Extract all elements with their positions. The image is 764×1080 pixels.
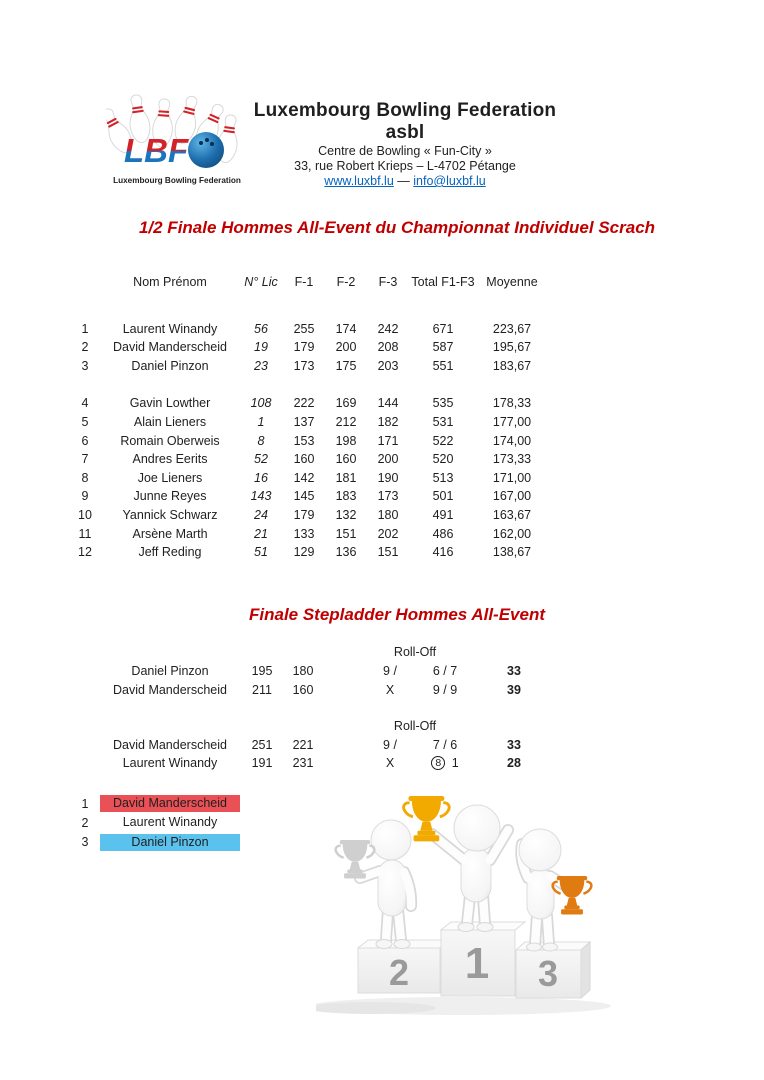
standing-rank: 3: [81, 835, 89, 850]
cell-lic: 8: [257, 433, 265, 448]
podium-number-2: 2: [388, 952, 410, 993]
cell-f1: 133: [293, 526, 315, 541]
header-name: Nom Prénom: [133, 275, 207, 289]
cell-total: 486: [432, 526, 454, 541]
cell-total: 33: [507, 737, 521, 752]
cell-rank: 7: [81, 452, 89, 467]
podium-illustration: [316, 784, 624, 1029]
cell-rank: 3: [81, 358, 89, 373]
second-place-figure: [336, 820, 411, 949]
cell-total: 491: [432, 507, 454, 522]
cell-f2: 169: [335, 396, 357, 411]
header-avg: Moyenne: [486, 275, 538, 289]
cell-name: Junne Reyes: [133, 489, 207, 504]
cell-name: Jeff Reding: [138, 545, 202, 560]
cell-rank: 10: [78, 507, 92, 522]
logo-initials: LBF: [124, 132, 189, 169]
table-row: [70, 450, 548, 469]
cell-rank: 6: [81, 433, 89, 448]
eliminated-rows: [70, 394, 548, 561]
cell-f2: 200: [335, 340, 357, 355]
stepladder-section: [70, 643, 548, 773]
stepladder-row: [70, 736, 548, 755]
cell-avg: 167,00: [492, 489, 532, 504]
cell-avg: 183,67: [492, 358, 532, 373]
link-separator: —: [397, 174, 410, 188]
cell-name: Arsène Marth: [132, 526, 208, 541]
cell-f3: 144: [377, 396, 399, 411]
cell-game1: 251: [251, 737, 273, 752]
rolloff-label: Roll-Off: [393, 645, 437, 659]
final-standing-row: [70, 833, 240, 852]
cell-rolloff-2: 6 / 7: [432, 664, 458, 678]
cell-total: 551: [432, 358, 454, 373]
standing-name: Daniel Pinzon: [100, 834, 240, 851]
cell-total: 513: [432, 470, 454, 485]
cell-f2: 151: [335, 526, 357, 541]
cell-total: 416: [432, 545, 454, 560]
cell-total: 535: [432, 396, 454, 411]
stepladder-title: Finale Stepladder Hommes All-Event: [249, 605, 545, 624]
cell-lic: 52: [254, 452, 268, 467]
cell-avg: 163,67: [492, 507, 532, 522]
cell-f3: 202: [377, 526, 399, 541]
cell-name: Daniel Pinzon: [131, 664, 209, 678]
stepladder-row: [70, 681, 548, 700]
third-place-figure: [519, 829, 591, 951]
cell-f2: 181: [335, 470, 357, 485]
cell-total: 671: [432, 321, 454, 336]
cell-lic: 24: [254, 507, 268, 522]
cell-f3: 203: [377, 358, 399, 373]
cell-lic: 21: [254, 526, 268, 541]
address-line: 33, rue Robert Krieps – L-4702 Pétange: [294, 159, 516, 173]
cell-f2: 198: [335, 433, 357, 448]
cell-lic: 51: [254, 545, 268, 560]
cell-name: David Manderscheid: [113, 737, 227, 752]
bowling-ball-icon: [188, 132, 224, 168]
cell-f1: 129: [293, 545, 315, 560]
cell-rank: 4: [81, 396, 89, 411]
semifinal-title: 1/2 Finale Hommes All-Event du Championnat Individuel Scrach: [138, 218, 656, 237]
final-standing-row: [70, 794, 240, 813]
cell-lic: 23: [254, 358, 268, 373]
cell-rolloff-1: 9 /: [383, 737, 397, 752]
table-row: [70, 357, 548, 376]
cell-game1: 191: [251, 756, 273, 771]
email-link[interactable]: info@luxbf.lu: [413, 174, 486, 188]
circled-score: 8: [431, 756, 445, 770]
cell-f3: 173: [377, 489, 399, 504]
cell-rank: 5: [81, 414, 89, 429]
cell-total: 520: [432, 452, 454, 467]
cell-name: Andres Eerits: [132, 452, 208, 467]
cell-rolloff-1: 9 /: [383, 664, 397, 678]
stepladder-row: [70, 754, 548, 773]
cell-total: 28: [507, 756, 521, 771]
qualifier-rows: [70, 320, 548, 376]
header-f2: F-2: [336, 275, 356, 289]
cell-f2: 132: [335, 507, 357, 522]
cell-total: 522: [432, 433, 454, 448]
cell-avg: 178,33: [492, 396, 532, 411]
cell-f1: 145: [293, 489, 315, 504]
header-rank: [70, 273, 100, 292]
header-total: Total F1-F3: [411, 275, 475, 289]
cell-avg: 223,67: [492, 321, 532, 336]
cell-rank: 11: [78, 526, 92, 541]
table-row: [70, 525, 548, 544]
cell-f1: 179: [293, 507, 315, 522]
cell-f2: 160: [335, 452, 357, 467]
cell-f1: 222: [293, 396, 315, 411]
lbf-logo: [106, 92, 248, 188]
cell-rank: 12: [78, 545, 92, 560]
cell-rank: 2: [81, 340, 89, 355]
standing-name: David Manderscheid: [100, 795, 240, 812]
org-name: Luxembourg Bowling Federation asbl: [253, 100, 557, 143]
cell-total: 33: [507, 664, 521, 678]
cell-total: 531: [432, 414, 454, 429]
podium-number-3: 3: [537, 953, 559, 994]
cell-lic: 19: [254, 340, 268, 355]
standing-name: Laurent Winandy: [122, 815, 218, 830]
cell-name: David Manderscheid: [113, 340, 227, 355]
final-standings: [70, 794, 240, 852]
cell-game2: 231: [292, 756, 314, 771]
cell-rank: 8: [81, 470, 89, 485]
cell-f3: 208: [377, 340, 399, 355]
cell-f3: 180: [377, 507, 399, 522]
cell-lic: 108: [250, 396, 272, 411]
cell-avg: 174,00: [492, 433, 532, 448]
cell-rolloff-2: 9 / 9: [432, 682, 458, 697]
cell-avg: 195,67: [492, 340, 532, 355]
cell-avg: 177,00: [492, 414, 532, 429]
table-row: [70, 543, 548, 562]
cell-total: 501: [432, 489, 454, 504]
cell-name: Daniel Pinzon: [131, 358, 209, 373]
table-row: [70, 338, 548, 357]
cell-name: Laurent Winandy: [122, 756, 218, 771]
cell-f2: 136: [335, 545, 357, 560]
contact-links: [238, 174, 572, 189]
cell-game1: 211: [252, 682, 272, 697]
semifinal-table: [70, 273, 548, 562]
cell-f2: 175: [335, 358, 357, 373]
podium-step-1: [441, 922, 525, 996]
header-f3: F-3: [378, 275, 398, 289]
cell-rank: 9: [81, 489, 89, 504]
cell-rank: 1: [81, 321, 89, 336]
table-row: [70, 394, 548, 413]
cell-lic: 1: [257, 414, 265, 429]
header-lic: N° Lic: [244, 275, 278, 289]
cell-f1: 160: [293, 452, 315, 467]
cell-game2: 221: [292, 737, 314, 752]
cell-rolloff-2: 8 1: [420, 754, 470, 773]
header-f1: F-1: [294, 275, 314, 289]
table-row: [70, 432, 548, 451]
cell-f3: 242: [377, 321, 399, 336]
cell-name: Gavin Lowther: [129, 396, 211, 411]
table-row: [70, 487, 548, 506]
semifinal-table-header: [70, 273, 548, 292]
first-place-figure: [404, 796, 508, 932]
cell-game1: 195: [251, 664, 273, 678]
cell-f1: 153: [293, 433, 315, 448]
cell-lic: 16: [254, 470, 268, 485]
venue-line: Centre de Bowling « Fun-City »: [318, 144, 492, 158]
table-row: [70, 413, 548, 432]
cell-total: 587: [432, 340, 454, 355]
logo-caption: Luxembourg Bowling Federation: [113, 176, 241, 185]
cell-lic: 143: [250, 489, 272, 504]
table-row: [70, 469, 548, 488]
cell-f3: 200: [377, 452, 399, 467]
cell-name: Laurent Winandy: [122, 321, 218, 336]
stepladder-match: [70, 643, 548, 700]
website-link[interactable]: www.luxbf.lu: [324, 174, 394, 188]
cell-f1: 179: [293, 340, 315, 355]
cell-f1: 173: [293, 358, 315, 373]
letterhead: [238, 100, 572, 189]
cell-f2: 212: [335, 414, 357, 429]
cell-rolloff-2: 7 / 6: [432, 737, 458, 752]
cell-name: Joe Lieners: [137, 470, 203, 485]
cell-f2: 183: [335, 489, 357, 504]
standing-rank: 2: [81, 815, 89, 830]
cell-rolloff-1: X: [385, 756, 395, 771]
cell-f3: 182: [377, 414, 399, 429]
cell-avg: 173,33: [492, 452, 532, 467]
cell-avg: 162,00: [492, 526, 532, 541]
stepladder-row: [70, 662, 548, 681]
standing-rank: 1: [81, 796, 89, 811]
cell-f3: 190: [377, 470, 399, 485]
cell-lic: 56: [254, 321, 268, 336]
cell-name: Yannick Schwarz: [122, 507, 218, 522]
table-row: [70, 506, 548, 525]
cell-game2: 160: [292, 682, 314, 697]
cell-f1: 137: [293, 414, 315, 429]
cell-avg: 171,00: [492, 470, 532, 485]
cell-f2: 174: [335, 321, 357, 336]
rolloff-label: Roll-Off: [393, 718, 437, 733]
cell-name: David Manderscheid: [113, 682, 227, 697]
table-row: [70, 320, 548, 339]
cell-name: Alain Lieners: [133, 414, 207, 429]
cell-game2: 180: [292, 664, 314, 678]
cell-total: 39: [507, 682, 521, 697]
cell-name: Romain Oberweis: [120, 433, 220, 448]
cell-f3: 151: [377, 545, 399, 560]
cell-f1: 142: [293, 470, 315, 485]
cell-f3: 171: [377, 433, 399, 448]
stepladder-match: [70, 717, 548, 774]
podium-number-1: 1: [464, 939, 490, 988]
cell-f1: 255: [293, 321, 315, 336]
final-standing-row: [70, 813, 240, 832]
cell-rolloff-1: X: [385, 682, 395, 697]
cell-avg: 138,67: [492, 545, 532, 560]
